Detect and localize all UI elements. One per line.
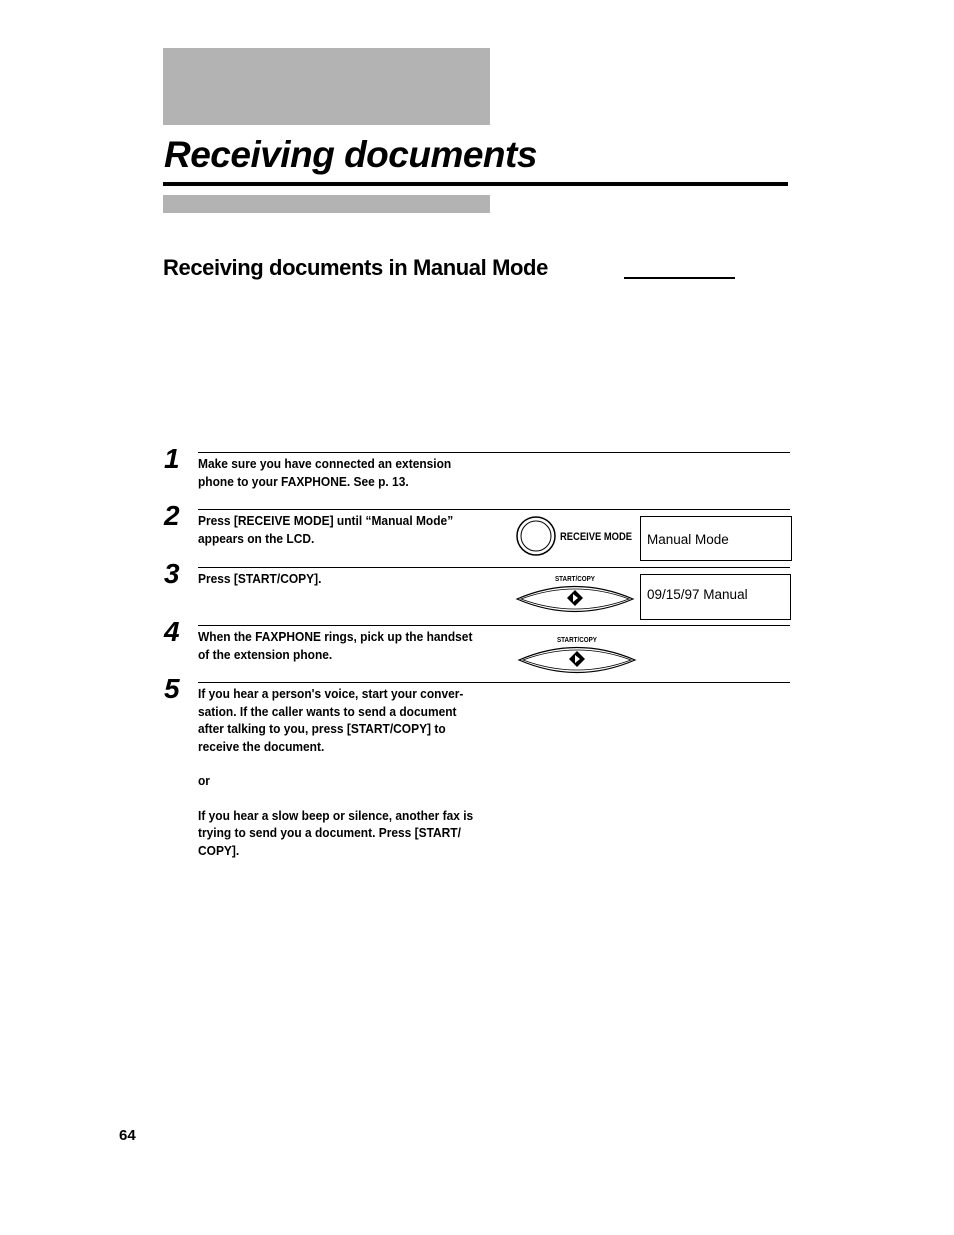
- step-4-number: 4: [164, 616, 180, 647]
- step-2-number: 2: [164, 500, 180, 531]
- section-rule: [624, 277, 735, 279]
- start-copy-label: START/COPY: [555, 576, 596, 583]
- step-4-rule: [198, 625, 790, 626]
- start-copy-button-illustration: [515, 571, 635, 617]
- step-1-number: 1: [164, 443, 180, 474]
- step-1-text: [198, 455, 485, 490]
- step-4-paragraph: When the FAXPHONE rings, pick up the handset of the extension phone.: [198, 629, 473, 662]
- step-3-rule: [198, 567, 790, 568]
- receive-mode-label: RECEIVE MODE: [560, 531, 632, 543]
- step-1-paragraph: Make sure you have connected an extension phone to your FAXPHONE. See p. 13.: [198, 456, 452, 489]
- page-number: 64: [119, 1127, 136, 1144]
- step-2-text: [198, 512, 485, 547]
- step-5-text: [198, 685, 485, 859]
- step-1-rule: [198, 452, 790, 453]
- step-3-number: 3: [164, 558, 180, 589]
- step-2-paragraph: Press [RECEIVE MODE] until “Manual Mode” appears on the LCD.: [198, 513, 454, 546]
- start-copy-button-illustration-2: [517, 632, 637, 678]
- step-4-text: [198, 628, 485, 663]
- step-5-paragraph: If you hear a person's voice, start your conver-sation. If the caller wants to send a document after talking to you, press [START/COPY] to receive the document.: [198, 686, 464, 754]
- step-3-paragraph: Press [START/COPY].: [198, 571, 322, 586]
- step-5-rule: [198, 682, 790, 683]
- step-3-text: [198, 570, 485, 588]
- lcd-display-date-manual: 09/15/97 Manual: [640, 574, 791, 620]
- header-grey-band: [163, 48, 490, 125]
- step-5-or: or: [198, 773, 210, 788]
- title-rule: [163, 182, 788, 186]
- header-grey-strip: [163, 195, 490, 213]
- step-5-paragraph-2: If you hear a slow beep or silence, another fax is trying to send you a document. Press [START/ COPY].: [198, 807, 474, 858]
- lcd-display-manual-mode: Manual Mode: [640, 516, 792, 561]
- chapter-title: Receiving documents: [164, 134, 537, 175]
- step-2-rule: [198, 509, 790, 510]
- receive-mode-button-illustration: [515, 514, 637, 560]
- step-5-number: 5: [164, 673, 180, 704]
- start-copy-label-2: START/COPY: [557, 637, 598, 644]
- section-title: Receiving documents in Manual Mode: [163, 255, 548, 280]
